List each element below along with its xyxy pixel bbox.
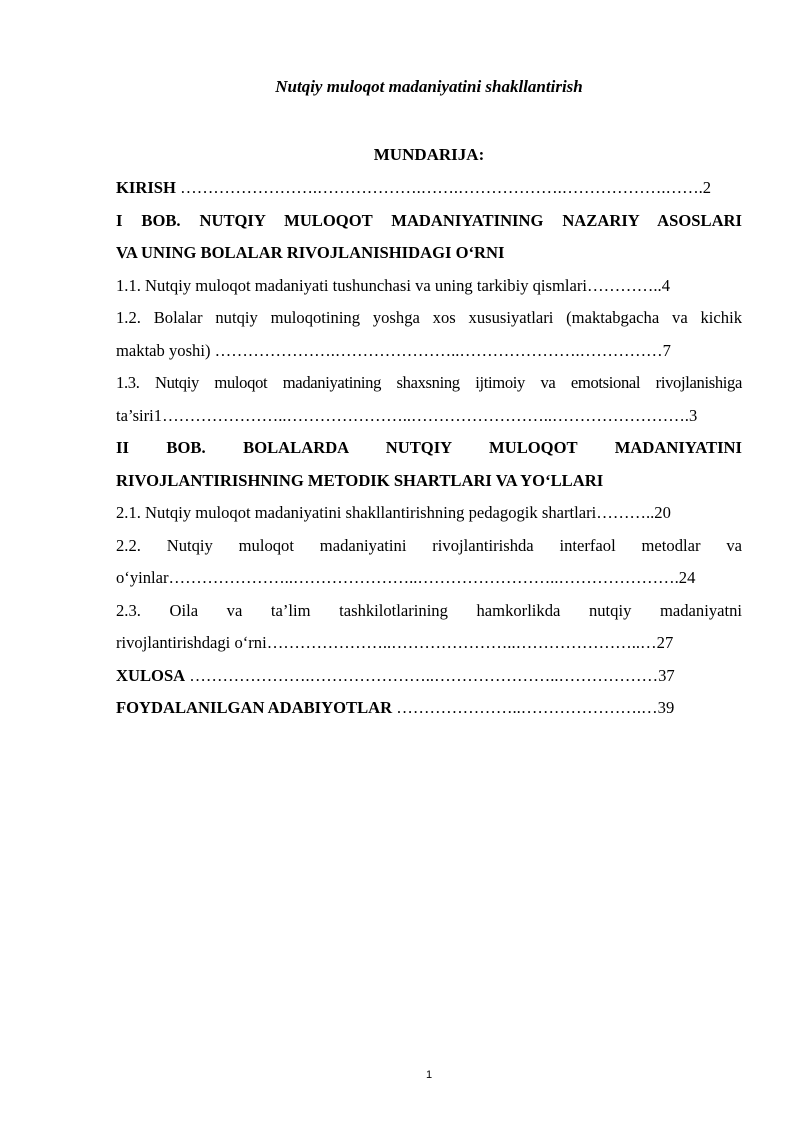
- toc-section-2-2-line-1: 2.2. Nutqiy muloqot madaniyatini rivojlantirishda interfaol metodlar va: [116, 535, 742, 555]
- toc-entry-kirish-leader: …………………….……………….…….……………….……………….…….2: [175, 178, 712, 197]
- toc-chapter-2-line-2: RIVOJLANTIRISHNING METODIK SHARTLARI VA YO‘LLARI: [116, 470, 604, 490]
- toc-section-1-2-line-1: 1.2. Bolalar nutqiy muloqotining yoshga xos xususiyatlari (maktabgacha va kichik: [116, 308, 742, 327]
- toc-entry-adabiyotlar-label: FOYDALANILGAN ADABIYOTLAR: [116, 698, 393, 717]
- table-of-contents: [116, 172, 742, 725]
- toc-heading: MUNDARIJA:: [373, 145, 485, 164]
- toc-section-1-3-line-1: 1.3. Nutqiy muloqot madaniyatining shaxsning ijtimoiy va emotsional rivojlanishiga: [116, 373, 742, 392]
- toc-entry-xulosa: [116, 660, 742, 693]
- toc-section-1-2-line-2: maktab yoshi) ………………….…………………..………………….……………7: [116, 340, 671, 360]
- document-title: Nutqiy muloqot madaniyatini shakllantirish: [275, 77, 583, 96]
- toc-chapter-1-line-1: I BOB. NUTQIY MULOQOT MADANIYATINING NAZARIY ASOSLARI: [116, 210, 742, 230]
- toc-entry-kirish: [116, 172, 742, 205]
- toc-section-2-3-line-2: rivojlantirishdagi o‘rni…………………..…………………..…………………..…27: [116, 633, 674, 652]
- toc-section-2-3-line-1: 2.3. Oila va ta’lim tashkilotlarining hamkorlikda nutqiy madaniyatni: [116, 600, 742, 620]
- toc-entry-kirish-label: KIRISH: [116, 178, 176, 197]
- toc-entry-adabiyotlar-leader: …………………..………………….…39: [392, 698, 675, 717]
- toc-entry-xulosa-label: XULOSA: [116, 665, 186, 685]
- toc-section-1-1: 1.1. Nutqiy muloqot madaniyati tushunchasi va uning tarkibiy qismlari…………..4: [116, 275, 670, 295]
- toc-entry-xulosa-leader: ………………….…………………..…………………..………………37: [185, 665, 675, 685]
- toc-entry-adabiyotlar: [116, 692, 742, 725]
- page-number: 1: [425, 1069, 433, 1081]
- toc-chapter-2-line-1: II BOB. BOLALARDA NUTQIY MULOQOT MADANIYATINI: [116, 438, 742, 457]
- toc-section-2-2-line-2: o‘yinlar…………………..…………………..……………………..………………….24: [116, 568, 696, 587]
- toc-section-1-3-line-2: ta’siri1…………………..…………………..……………………..…………………….3: [116, 405, 698, 425]
- toc-chapter-1-line-2: VA UNING BOLALAR RIVOJLANISHIDAGI O‘RNI: [116, 243, 505, 262]
- toc-section-2-1: 2.1. Nutqiy muloqot madaniyatini shakllantirishning pedagogik shartlari………..20: [116, 503, 671, 522]
